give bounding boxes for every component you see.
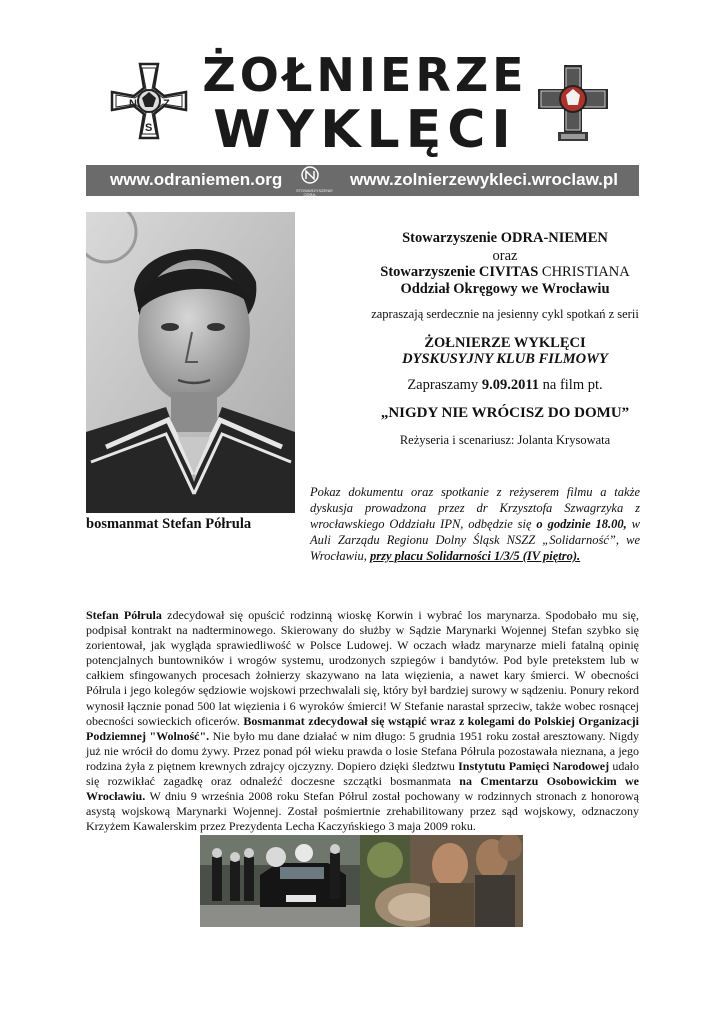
cross-right-emblem-icon: [536, 63, 610, 143]
invitation-text: zapraszają serdecznie na jesienny cykl spotkań z serii: [371, 307, 639, 321]
odra-niemen-logo: [296, 166, 333, 201]
url-odraniemen-link[interactable]: www.odraniemen.org: [110, 170, 283, 189]
bio-part-7: na Cmentarzu Osobowickim we Wrocławiu.: [86, 774, 639, 804]
org2-prefix: Stowarzyszenie: [380, 264, 476, 280]
organizer-branch: Oddział Okręgowy we Wrocławiu: [400, 281, 610, 297]
cross-left-emblem-icon: [110, 62, 188, 140]
event-place: przy placu Solidarności 1/3/5 (IV piętro).: [369, 549, 581, 563]
bio-part-4: Nie było mu dane działać w nim długo: 5 grudnia 1951 roku został aresztowany. Nigdy już nie wrócił do domu żywy. Przez ponad pół wieku prawda o losie Stefana Półrula pozostawała nieznana, a jego rodzina żyła z piętnem krewnych zdrajcy ojczyzny. Dopiero dzięki śledztwu: [86, 728, 639, 773]
url-zolnierzewykleci-link[interactable]: www.zolnierzewykleci.wroclaw.pl: [350, 170, 618, 189]
cross-letter-s: S: [145, 122, 153, 134]
conjunction: oraz: [492, 248, 518, 264]
odra-niemen-logo-icon: [301, 166, 319, 184]
date-suffix: na film pt.: [542, 377, 603, 393]
event-text-2: w Auli Zarządu Regionu Dolny Śląsk NSZZ „Solidarność”, we Wrocławiu,: [310, 517, 641, 563]
organizer-1: Stowarzyszenie ODRA-NIEMEN: [402, 230, 608, 246]
org2-suffix: CHRISTIANA: [541, 264, 630, 280]
series-title: ŻOŁNIERZE WYKLĘCI: [424, 335, 586, 351]
title-line-1: ŻOŁNIERZE: [202, 48, 528, 102]
url-banner: [86, 165, 639, 201]
logo-text: STOWARZYSZENIE ODRA-NIEMEN: [296, 188, 333, 201]
portrait-caption: bosmanmat Stefan Półrula: [86, 516, 252, 532]
bio-part-6: udało się rozwikłać zagadkę oraz odnaleźć doczesne szczątki bosmanmata: [86, 758, 640, 789]
series-subtitle: DYSKUSYJNY KLUB FILMOWY: [402, 351, 608, 367]
date-prefix: Zapraszamy: [407, 377, 479, 393]
event-time: o godzinie 18.00,: [536, 517, 627, 531]
exhumation-photo: [360, 835, 523, 927]
event-details: [310, 484, 640, 564]
funeral-procession-photo: [200, 835, 360, 927]
cross-letter-n: N: [129, 98, 137, 110]
bio-name: Stefan Półrula: [86, 608, 162, 622]
film-date-line: [305, 377, 705, 394]
biography-text: [86, 608, 639, 834]
portrait-photo: [86, 212, 295, 513]
organizer-2: [305, 264, 705, 281]
page-title: [195, 48, 535, 160]
event-date: 9.09.2011: [481, 377, 540, 393]
org2-bold: CIVITAS: [478, 264, 539, 280]
bio-part-5: Instytutu Pamięci Narodowej: [458, 758, 610, 773]
bio-part-3: Bosmanmat zdecydował się wstąpić wraz z kolegami do Polskiej Organizacji Podziemnej "Wolność".: [86, 713, 639, 743]
bio-part-8: W dniu 9 września 2008 roku Stefan Półrul został pochowany w rodzinnych stronach z honorową asystą wojskową Marynarki Wojennej. Został pośmiertnie zrehabilitowany przez sąd wojskowy, odznaczony Krzyżem Kawalerskim przez Prezydenta Lecha Kaczyńskiego 3 maja 2009 roku.: [86, 789, 639, 834]
event-text-1: Pokaz dokumentu oraz spotkanie z reżyserem filmu a także dyskusja prowadzona przez dr Krzysztofa Szwagrzyka z wrocławskiego Oddziału IPN, odbędzie się: [310, 485, 640, 531]
title-line-2: WYKLĘCI: [213, 100, 517, 160]
cross-letter-z: Z: [163, 98, 170, 110]
film-title: „NIGDY NIE WRÓCISZ DO DOMU”: [380, 405, 630, 421]
director-credit: Reżyseria i scenariusz: Jolanta Krysowata: [399, 433, 611, 447]
bio-part-2: zdecydował się opuścić rodzinną wioskę Korwin i wybrać los marynarza. Spodobało mu się, podpisał kontrakt na nadterminowego. Skierowany do służby w Sądzie Marynarki Wojennej Stefan szybko się zorientował, jak wygląda sprawiedliwość w Polsce Ludowej. W oczach władz marynarze mieli fatalną opinię potencjalnych buntowników i wrogów systemu, urodzonych szpiegów i bandytów. Pod byle pretekstem lub w całkiem sfingowanych procesach żołnierzy skazywano na lata więzienia, a nawet kary śmierci. W obecności Półrula i jego kolegów sędziowie wojskowi przechwalali się, który był bardziej surowy w sądzeniu. Ponury rekord wynosił łącznie ponad 500 lat więzienia i 6 wyroków śmierci! W Stefanie narastał sprzeciw, także wobec rosnącej obecności sowieckich oficerów.: [86, 608, 639, 728]
